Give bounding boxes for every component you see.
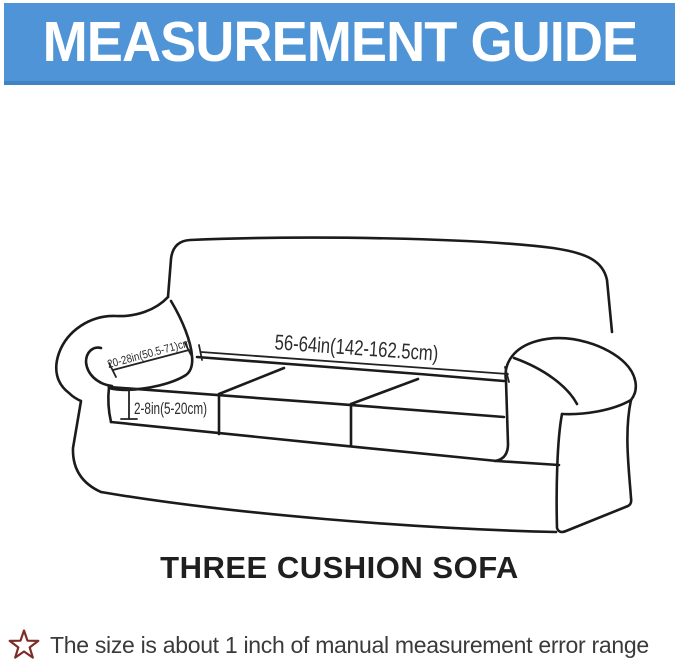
left-armrest-outline	[56, 297, 168, 492]
seat-back-seam	[197, 357, 504, 381]
backrest-outline	[168, 238, 612, 332]
sofa-outline	[56, 238, 636, 532]
width-measure-label: 56-64in(142-162.5cm)	[273, 330, 487, 370]
base-bottom-edge	[101, 492, 556, 532]
measure-labels	[106, 330, 487, 418]
right-armrest-roll-curve	[514, 358, 577, 404]
footer-note: The size is about 1 inch of manual measurement error range	[50, 631, 649, 658]
footer-note-row	[7, 628, 675, 662]
seat-height-measure-label: 2-8in(5-20cm)	[134, 399, 207, 418]
seat-left-corner	[108, 387, 111, 422]
right-armrest-roll	[506, 338, 636, 400]
cushion-bottom-seam	[111, 422, 497, 461]
cushion-divider-2-top	[351, 379, 418, 404]
armrest-measure-label: 20-28in(50.5-71)cm	[106, 333, 207, 372]
cushion-right-edge	[495, 381, 508, 461]
right-armrest-seam	[562, 400, 631, 414]
page-title: MEASUREMENT GUIDE	[42, 10, 637, 74]
star-icon	[7, 628, 41, 662]
cushion-divider-1-top	[219, 368, 284, 394]
diagram-caption: THREE CUSHION SOFA	[160, 550, 519, 585]
base-right-seam	[497, 461, 559, 465]
right-arm-panel	[557, 400, 632, 532]
